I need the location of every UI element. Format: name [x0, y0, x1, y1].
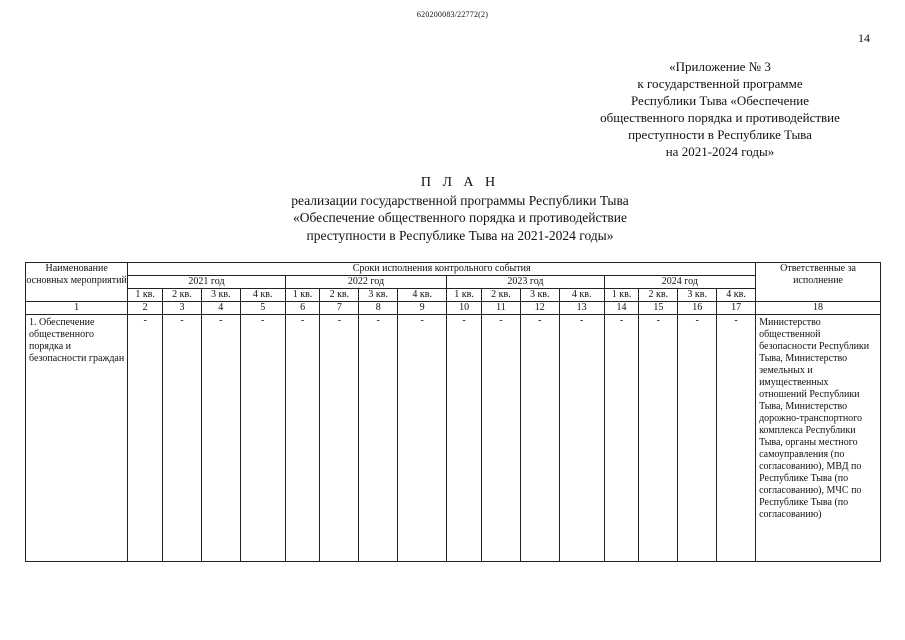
plan-subtitle-line: реализации государственной программы Республики Тыва: [291, 192, 629, 208]
header-year-2022: 2022 год: [285, 276, 447, 289]
document-id: 620200083/22772(2): [416, 10, 489, 19]
event-name-cell: 1. Обеспечение общественного порядка и безопасности граждан: [26, 315, 128, 562]
responsible-cell: Министерство общественной безопасности Республики Тыва, Министерство земельных и имущественных отношений Республики Тыва, Министерство дорожно-транспортного комплекса Республики Тыва, органы местного самоуправления (по согласованию), МВД по Республике Тыва (по согласованию), МЧС по Республике Тыва (по согласованию): [756, 315, 881, 562]
deadline-cell: -: [678, 315, 717, 562]
deadline-cell: -: [604, 315, 639, 562]
page-number: 14: [858, 31, 870, 45]
column-number: 2: [128, 302, 163, 315]
deadline-cell: -: [447, 315, 482, 562]
appendix-line: Республики Тыва «Обеспечение: [630, 93, 810, 108]
header-year-2023: 2023 год: [447, 276, 604, 289]
deadline-cell: -: [128, 315, 163, 562]
deadline-cell: -: [201, 315, 240, 562]
appendix-line: на 2021-2024 годы»: [665, 144, 775, 159]
deadline-cell: -: [481, 315, 520, 562]
column-number: 13: [559, 302, 604, 315]
header-quarter: 1 кв.: [604, 289, 639, 302]
column-number: 11: [481, 302, 520, 315]
header-quarter: 3 кв.: [359, 289, 398, 302]
deadline-cell: -: [163, 315, 202, 562]
column-number: 12: [520, 302, 559, 315]
column-number: 3: [163, 302, 202, 315]
deadline-cell: -: [639, 315, 678, 562]
header-quarter: 2 кв.: [481, 289, 520, 302]
appendix-line: «Приложение № 3: [669, 59, 771, 74]
deadline-cell: -: [398, 315, 447, 562]
column-number: 15: [639, 302, 678, 315]
appendix-line: к государственной программе: [637, 76, 803, 91]
header-quarter: 1 кв.: [285, 289, 320, 302]
column-number: 10: [447, 302, 482, 315]
plan-title: П Л А Н: [420, 175, 500, 190]
deadline-cell: -: [559, 315, 604, 562]
column-number: 18: [756, 302, 881, 315]
deadline-cell: -: [240, 315, 285, 562]
column-number: 8: [359, 302, 398, 315]
header-quarter: 2 кв.: [639, 289, 678, 302]
header-quarter: 4 кв.: [717, 289, 756, 302]
deadline-cell: -: [717, 315, 756, 562]
deadline-cell: -: [320, 315, 359, 562]
plan-table: [25, 262, 881, 562]
header-event-name: Наименование основных мероприятий: [26, 263, 128, 302]
header-quarter: 4 кв.: [559, 289, 604, 302]
header-deadlines: Сроки исполнения контрольного события: [128, 263, 756, 276]
header-year-2021: 2021 год: [128, 276, 285, 289]
column-number: 4: [201, 302, 240, 315]
header-quarter: 3 кв.: [201, 289, 240, 302]
deadline-cell: -: [520, 315, 559, 562]
column-number: 5: [240, 302, 285, 315]
column-number: 17: [717, 302, 756, 315]
header-quarter: 4 кв.: [398, 289, 447, 302]
column-number: 7: [320, 302, 359, 315]
plan-subtitle-line: «Обеспечение общественного порядка и противодействие: [292, 210, 628, 225]
header-quarter: 2 кв.: [163, 289, 202, 302]
column-number: 9: [398, 302, 447, 315]
column-number: 1: [26, 302, 128, 315]
header-quarter: 1 кв.: [128, 289, 163, 302]
appendix-block: [560, 58, 880, 160]
deadline-cell: -: [285, 315, 320, 562]
plan-heading: [180, 174, 740, 244]
header-quarter: 2 кв.: [320, 289, 359, 302]
column-number: 6: [285, 302, 320, 315]
header-quarter: 3 кв.: [520, 289, 559, 302]
deadline-cell: -: [359, 315, 398, 562]
column-number: 16: [678, 302, 717, 315]
table-row: [26, 315, 881, 562]
appendix-line: общественного порядка и противодействие: [600, 110, 840, 125]
header-quarter: 1 кв.: [447, 289, 482, 302]
header-quarter: 4 кв.: [240, 289, 285, 302]
column-number: 14: [604, 302, 639, 315]
header-year-2024: 2024 год: [604, 276, 755, 289]
header-responsible: Ответственные за исполнение: [756, 263, 881, 302]
plan-subtitle-line: преступности в Республике Тыва на 2021-2024 годы»: [306, 227, 614, 243]
header-quarter: 3 кв.: [678, 289, 717, 302]
appendix-line: преступности в Республике Тыва: [628, 127, 812, 142]
